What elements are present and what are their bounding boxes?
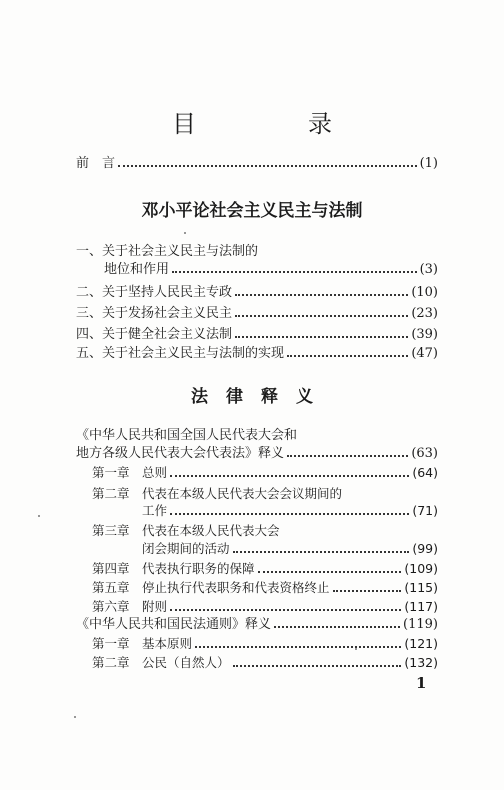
toc-chapter-line: [92, 523, 280, 538]
toc-page: (23): [411, 306, 438, 321]
page-number: 1: [416, 674, 427, 692]
leader-dots: [287, 455, 408, 457]
toc-chapter[interactable]: [92, 599, 438, 614]
toc-page: (71): [412, 503, 438, 518]
toc-page: (117): [404, 599, 438, 614]
scan-speck: [355, 648, 357, 650]
section-title-deng: 邓小平论社会主义民主与法制: [141, 201, 363, 221]
toc-page: (3): [419, 262, 438, 277]
toc-page: (109): [404, 561, 438, 576]
toc-entry[interactable]: [104, 262, 438, 277]
toc-label: 四、关于健全社会主义法制: [76, 327, 233, 342]
leader-dots: [170, 513, 409, 515]
section-title-law: 法律释义: [191, 387, 331, 407]
toc-entry[interactable]: [76, 327, 438, 342]
toc-page: (119): [403, 617, 438, 632]
toc-label: 《中华人民共和国民法通则》释义: [76, 617, 272, 632]
chapter-number: 第一章: [92, 465, 130, 480]
toc-page: (47): [411, 346, 438, 361]
leader-dots: [235, 315, 408, 317]
scan-speck: [74, 716, 76, 718]
toc-label: 闭会期间的活动: [142, 541, 230, 556]
leader-dots: [233, 665, 402, 667]
toc-label-line1: 代表在本级人民代表大会会议期间的: [142, 486, 343, 501]
toc-label: 工作: [142, 503, 168, 518]
leader-dots: [170, 609, 401, 611]
chapter-number: 第二章: [92, 486, 130, 501]
toc-entry-law[interactable]: [76, 446, 438, 461]
toc-label: 公民（自然人）: [142, 655, 230, 670]
leader-dots: [172, 271, 417, 273]
leader-dots: [258, 571, 402, 573]
toc-page: (39): [411, 327, 438, 342]
toc-entry-law[interactable]: [76, 617, 438, 632]
toc-page: (99): [412, 541, 438, 556]
toc-chapter-line: [92, 486, 342, 501]
toc-chapter[interactable]: [92, 636, 438, 651]
toc-entry-line: 一、关于社会主义民主与法制的: [76, 244, 259, 259]
toc-page: (1): [419, 156, 438, 171]
toc-label: 三、关于发扬社会主义民主: [76, 306, 233, 321]
scan-speck: [184, 232, 186, 234]
toc-label: 停止执行代表职务和代表资格终止: [142, 580, 330, 595]
chapter-number: 第六章: [92, 599, 130, 614]
toc-label: 代表执行职务的保障: [142, 561, 255, 576]
leader-dots: [287, 355, 408, 357]
toc-label-line1: 代表在本级人民代表大会: [142, 523, 280, 538]
chapter-number: 第五章: [92, 580, 130, 595]
toc-entry[interactable]: [76, 285, 438, 300]
chapter-number: 第一章: [92, 636, 130, 651]
toc-label: 前 言: [76, 156, 116, 171]
scan-speck: [38, 515, 40, 517]
toc-label: 地位和作用: [104, 262, 170, 277]
chapter-number: 第四章: [92, 561, 130, 576]
toc-chapter[interactable]: [92, 580, 438, 595]
toc-chapter[interactable]: [142, 503, 438, 518]
toc-page: (63): [411, 446, 438, 461]
toc-entry-line: 《中华人民共和国全国人民代表大会和: [76, 428, 298, 443]
toc-entry-preface[interactable]: [76, 156, 438, 171]
toc-chapter[interactable]: [92, 561, 438, 576]
toc-label: 二、关于坚持人民民主专政: [76, 285, 233, 300]
toc-chapter[interactable]: [92, 465, 438, 480]
leader-dots: [235, 294, 408, 296]
toc-label: 总则: [142, 465, 168, 480]
leader-dots: [333, 590, 402, 592]
toc-chapter[interactable]: [92, 655, 438, 670]
leader-dots: [118, 165, 417, 167]
toc-label: 附则: [142, 599, 168, 614]
toc-page: (121): [404, 636, 438, 651]
chapter-number: 第三章: [92, 523, 130, 538]
toc-page: (64): [412, 465, 438, 480]
leader-dots: [170, 475, 409, 477]
page-title: 目 录: [172, 110, 376, 138]
toc-entry[interactable]: [76, 306, 438, 321]
toc-page: (132): [404, 655, 438, 670]
leader-dots: [235, 336, 408, 338]
leader-dots: [233, 551, 410, 553]
leader-dots: [274, 626, 400, 628]
chapter-number: 第二章: [92, 655, 130, 670]
toc-entry[interactable]: [76, 346, 438, 361]
toc-label: 基本原则: [142, 636, 193, 651]
toc-label: 五、关于社会主义民主与法制的实现: [76, 346, 285, 361]
toc-label: 地方各级人民代表大会代表法》释义: [76, 446, 285, 461]
leader-dots: [195, 646, 401, 648]
toc-page: (10): [411, 285, 438, 300]
toc-page: (115): [404, 580, 438, 595]
toc-chapter[interactable]: [142, 541, 438, 556]
